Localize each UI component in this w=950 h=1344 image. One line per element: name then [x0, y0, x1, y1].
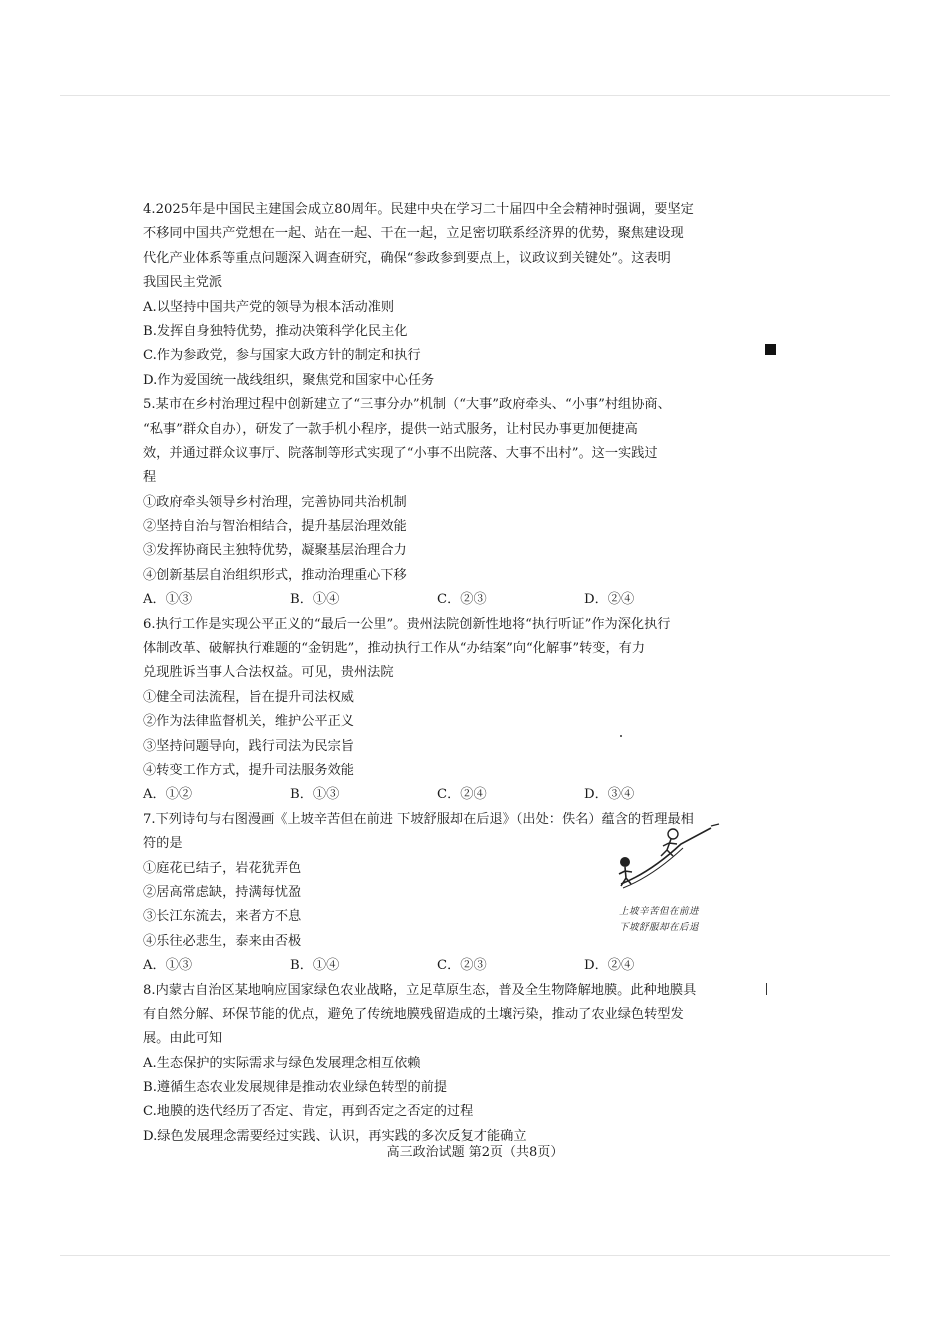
choice-b: B．①④	[290, 958, 340, 974]
option-b: B.发挥自身独特优势，推动决策科学化民主化	[143, 323, 408, 339]
statement-2: ②坚持自治与智治相结合，提升基层治理效能	[143, 519, 407, 535]
page-footer: 高三政治试题 第2页（共8页）	[386, 1145, 564, 1160]
black-square-marker	[765, 344, 776, 355]
scan-top-edge	[60, 95, 890, 96]
option-d: D.绿色发展理念需要经过实践、认识，再实践的多次反复才能确立	[143, 1128, 527, 1144]
choice-c: C．②③	[437, 592, 487, 608]
question-stem-line: 5.某市在乡村治理过程中创新建立了“三事分办”机制（“大事”政府牵头、“小事”村组协商、	[143, 397, 671, 413]
option-a: A.生态保护的实际需求与绿色发展理念相互依赖	[143, 1055, 421, 1071]
question-8	[143, 979, 743, 1150]
choice-b: B．①④	[290, 592, 340, 608]
scan-bottom-edge	[60, 1255, 890, 1256]
statement-4: ④创新基层自治组织形式，推动治理重心下移	[143, 567, 407, 583]
question-stem-line: 我国民主党派	[143, 275, 223, 291]
question-5	[143, 393, 743, 613]
option-a: A.以坚持中国共产党的领导为根本活动准则	[143, 299, 395, 315]
answer-choices	[143, 954, 743, 978]
question-stem-line: 4.2025年是中国民主建国会成立80周年。民建中央在学习二十届四中全会精神时强调，要坚定	[143, 202, 694, 217]
option-d: D.作为爱国统一战线组织，聚焦党和国家中心任务	[143, 372, 435, 388]
question-7	[143, 808, 743, 979]
question-stem-line: 程	[143, 470, 157, 486]
statement-4: ④乐往必悲生，泰来由否极	[143, 933, 302, 949]
choice-a: A．①③	[143, 958, 193, 974]
choice-c: C．②③	[437, 958, 487, 974]
question-stem-line: 展。由此可知	[143, 1031, 223, 1047]
question-stem-line: 有自然分解、环保节能的优点，避免了传统地膜残留造成的土壤污染，推动了农业绿色转型发	[143, 1006, 684, 1022]
choice-d: D．②④	[584, 958, 635, 974]
question-4	[143, 198, 743, 393]
question-6	[143, 613, 743, 808]
question-stem-line: 不移同中国共产党想在一起、站在一起、干在一起，立足密切联系经济界的优势，聚焦建设现	[143, 226, 684, 242]
question-stem-line: 7.下列诗句与右图漫画《上坡辛苦但在前进 下坡舒服却在后退》（出处：佚名）蕴含的哲理最相	[143, 811, 694, 827]
statement-3: ③长江东流去，来者方不息	[143, 909, 302, 925]
cartoon-caption-line: 下坡舒服却在后退	[619, 921, 700, 933]
slope-cartoon	[611, 822, 731, 942]
statement-3: ③发挥协商民主独特优势，凝聚基层治理合力	[143, 543, 407, 559]
choice-d: D．③④	[584, 787, 635, 803]
question-stem-line: 体制改革、破解执行难题的“金钥匙”，推动执行工作从“办结案”向“化解事”转变，有力	[143, 641, 646, 657]
cartoon-caption-line: 上坡辛苦但在前进	[619, 905, 700, 917]
statement-1: ①政府牵头领导乡村治理，完善协同共治机制	[143, 494, 407, 510]
question-stem-line: 8.内蒙古自治区某地响应国家绿色农业战略，立足草原生态，普及全生物降解地膜。此种地膜具	[143, 982, 697, 998]
statement-1: ①健全司法流程，旨在提升司法权威	[143, 689, 354, 705]
slope-cartoon-drawing	[611, 822, 731, 902]
question-stem-line: 6.执行工作是实现公平正义的“最后一公里”。贵州法院创新性地将“执行听证”作为深化执行	[143, 616, 671, 632]
exam-page	[143, 198, 743, 1149]
choice-a: A．①③	[143, 592, 193, 608]
choice-d: D．②④	[584, 592, 635, 608]
choice-b: B．①③	[290, 787, 340, 803]
statement-1: ①庭花已结子，岩花犹弄色	[143, 860, 302, 876]
choice-c: C．②④	[437, 787, 487, 803]
statement-4: ④转变工作方式，提升司法服务效能	[143, 762, 354, 778]
option-b: B.遵循生态农业发展规律是推动农业绿色转型的前提	[143, 1080, 448, 1096]
question-stem-line: 代化产业体系等重点问题深入调查研究，确保“参政参到要点上，议政议到关键处”。这表明	[143, 250, 671, 266]
question-stem-line: 符的是	[143, 836, 183, 852]
scan-tick-mark	[766, 983, 767, 995]
answer-choices	[143, 588, 743, 612]
question-stem-line: “私事”群众自办），研发了一款手机小程序，提供一站式服务，让村民办事更加便捷高	[143, 421, 638, 437]
question-stem-line: 效，并通过群众议事厅、院落制等形式实现了“小事不出院落、大事不出村”。这一实践过	[143, 445, 658, 461]
statement-2: ②居高常虑缺，持满每忧盈	[143, 884, 302, 900]
statement-3: ③坚持问题导向，践行司法为民宗旨	[143, 738, 354, 754]
question-stem-line: 兑现胜诉当事人合法权益。可见，贵州法院	[143, 665, 394, 681]
option-c: C.作为参政党，参与国家大政方针的制定和执行	[143, 348, 421, 364]
statement-2: ②作为法律监督机关，维护公平正义	[143, 714, 354, 730]
option-c: C.地膜的迭代经历了否定、肯定，再到否定之否定的过程	[143, 1104, 474, 1120]
choice-a: A．①②	[143, 787, 193, 803]
answer-choices	[143, 783, 743, 807]
